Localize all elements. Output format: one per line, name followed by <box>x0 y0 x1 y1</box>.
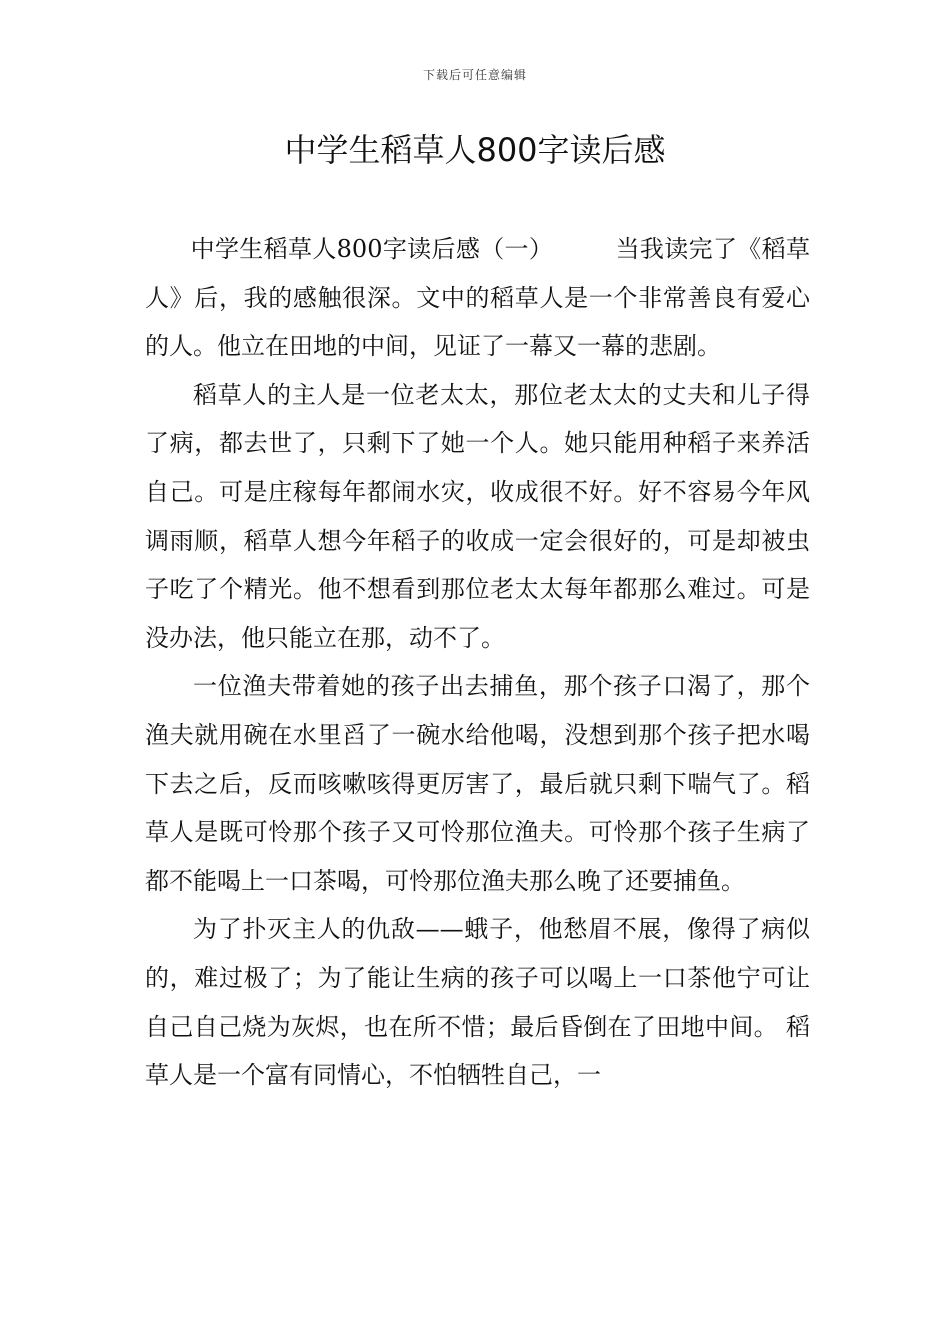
document-title: 中学生稻草人800字读后感 <box>284 131 666 169</box>
section-heading: 中学生稻草人800字读后感（一） <box>190 235 554 263</box>
header-note: 下载后可任意编辑 <box>422 68 527 82</box>
paragraph-1 <box>145 225 810 371</box>
paragraph-4: 为了扑灭主人的仇敌——蛾子，他愁眉不展，像得了病似的，难过极了；为了能让生病的孩子可以喝上一口茶他宁可让自己自己烧为灰烬，也在所不惜；最后昏倒在了田地中间。 稻草人是一个富有同情心，不怕牺牲自己，一 <box>145 915 810 1090</box>
paragraph-3: 一位渔夫带着她的孩子出去捕鱼，那个孩子口渴了，那个渔夫就用碗在水里舀了一碗水给他喝，没想到那个孩子把水喝下去之后，反而咳嗽咳得更厉害了，最后就只剩下喘气了。稻草人是既可怜那个孩子又可怜那位渔夫。可怜那个孩子生病了都不能喝上一口茶喝，可怜那位渔夫那么晚了还要捕鱼。 <box>145 672 810 895</box>
document-body <box>145 225 810 1100</box>
paragraph-2: 稻草人的主人是一位老太太，那位老太太的丈夫和儿子得了病，都去世了，只剩下了她一个人。她只能用种稻子来养活自己。可是庄稼每年都闹水灾，收成很不好。好不容易今年风调雨顺，稻草人想今年稻子的收成一定会很好的，可是却被虫子吃了个精光。他不想看到那位老太太每年都那么难过。可是没办法，他只能立在那，动不了。 <box>145 380 810 652</box>
paragraph-text: 当我读完了《稻草人》后，我的感触很深。文中的稻草人是一个非常善良有爱心的人。他立在田地的中间，见证了一幕又一幕的悲剧。 <box>145 235 810 361</box>
